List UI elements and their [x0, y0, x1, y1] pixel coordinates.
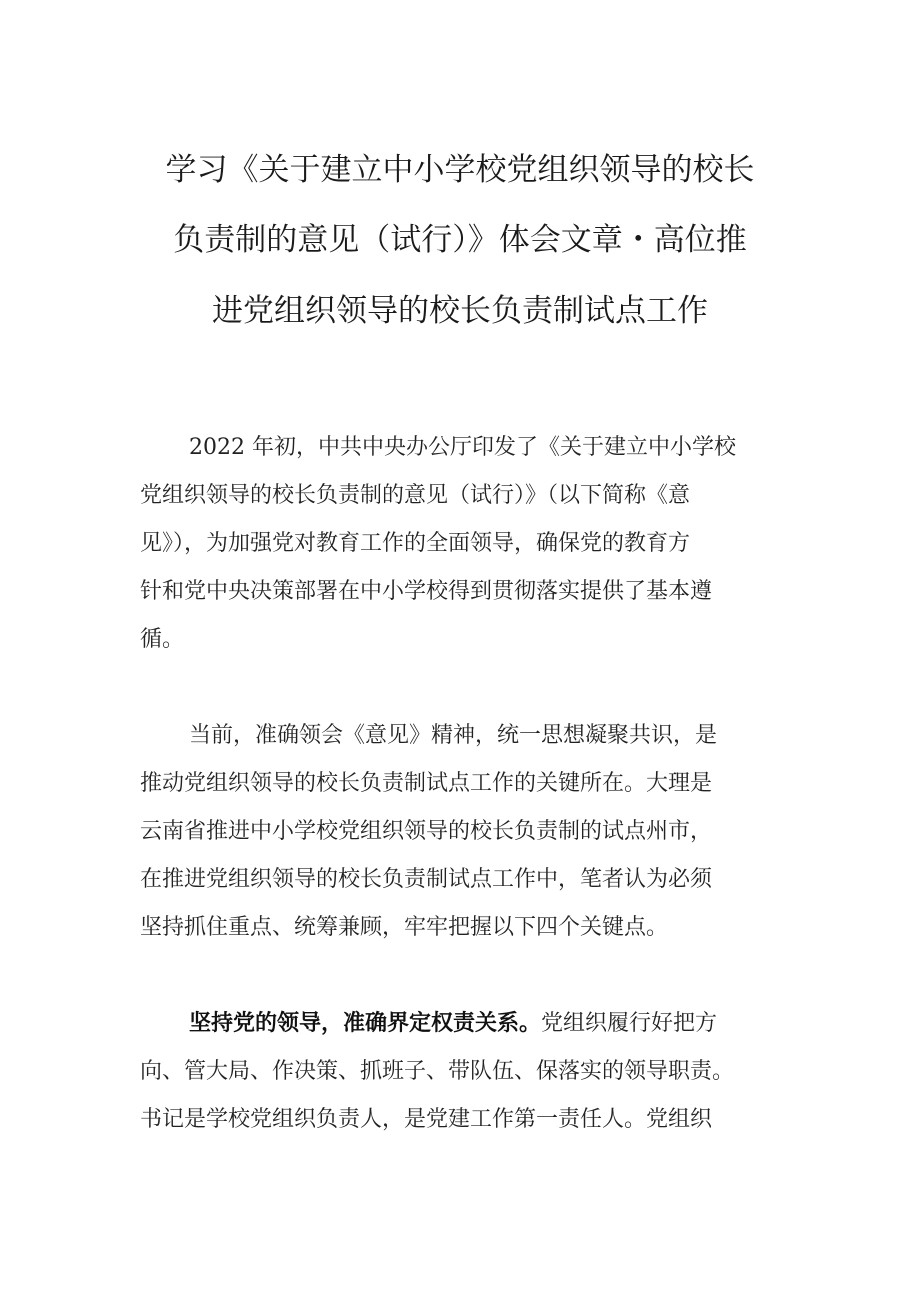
- paragraph-3-line-2: 向、管大局、作决策、抓班子、带队伍、保落实的领导职责。: [140, 1059, 735, 1084]
- paragraph-2-line-2: 推动党组织领导的校长负责制试点工作的关键所在。大理是: [140, 771, 713, 796]
- paragraph-1-line-4: 针和党中央决策部署在中小学校得到贯彻落实提供了基本遵: [140, 579, 713, 604]
- paragraph-1-line-5: 循。: [140, 627, 185, 652]
- paragraph-1-line-3: 见》），为加强党对教育工作的全面领导，确保党的教育方: [140, 531, 691, 556]
- paragraph-3-line-1-text: 党组织履行好把方: [541, 1011, 718, 1036]
- title-line-1: 学习《关于建立中小学校党组织领导的校长: [165, 152, 755, 188]
- paragraph-3-line-1: [189, 1010, 717, 1038]
- paragraph-1-line-2: 党组织领导的校长负责制的意见（试行）》（以下简称《意: [140, 483, 691, 508]
- paragraph-2-line-4: 在推进党组织领导的校长负责制试点工作中，笔者认为必须: [140, 867, 713, 892]
- paragraph-2-line-1: 当前，准确领会《意见》精神，统一思想凝聚共识，是: [189, 723, 718, 748]
- paragraph-2-line-5: 坚持抓住重点、统筹兼顾，牢牢把握以下四个关键点。: [140, 915, 669, 940]
- title-line-3: 进党组织领导的校长负责制试点工作: [212, 293, 708, 329]
- paragraph-1-line-1: 2022 年初，中共中央办公厅印发了《关于建立中小学校: [189, 435, 736, 460]
- paragraph-3-bold-lead: 坚持党的领导，准确界定权责关系。: [189, 1011, 542, 1036]
- paragraph-2-line-3: 云南省推进中小学校党组织领导的校长负责制的试点州市，: [140, 819, 713, 844]
- paragraph-3-line-3: 书记是学校党组织负责人，是党建工作第一责任人。党组织: [140, 1107, 713, 1132]
- title-line-2: 负责制的意见（试行）》体会文章・高位推: [173, 222, 747, 258]
